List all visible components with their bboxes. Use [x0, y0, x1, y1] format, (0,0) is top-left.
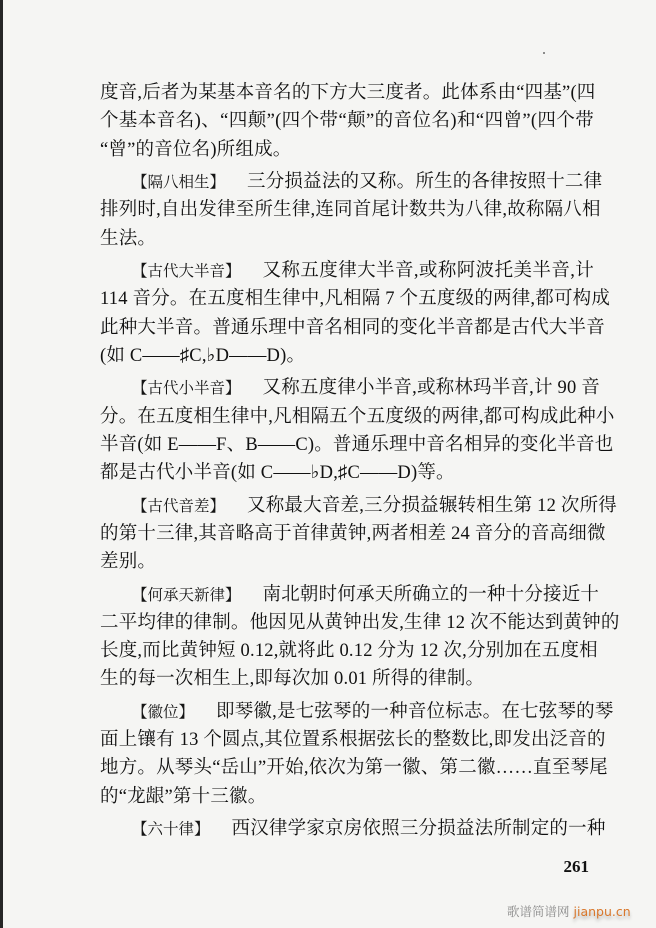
text-line: 此种大半音。普通乐理中音名相同的变化半音都是古代大半音 [100, 317, 605, 338]
page-number: 261 [563, 857, 589, 876]
entry-term: 【隔八相生】 [132, 172, 226, 191]
text-line: 排列时,自出发律至所生律,连同首尾计数共为八律,故称隔八相 [100, 200, 601, 221]
text-line: “曾”的音位名)所组成。 [100, 139, 292, 160]
entry-gudai-da-banyin [100, 257, 611, 370]
entry-term: 【古代小半音】 [132, 379, 241, 398]
entry-gudai-xiao-banyin [100, 374, 615, 487]
entry-ge-ba-xiang-sheng [100, 168, 603, 253]
entry-term: 【徽位】 [132, 702, 195, 721]
text-line: 的“龙龈”第十三徽。 [100, 786, 267, 807]
entry-definition-start: 即琴徽,是七弦琴的一种音位标志。在七弦琴的琴 [216, 701, 614, 722]
watermark [507, 904, 631, 920]
text-line: 的第十三律,其音略高于首律黄钟,两者相差 24 音分的音高细微 [100, 523, 606, 544]
entry-first-line [100, 492, 617, 520]
text-line: 生的每一次相生上,即每次加 0.01 所得的律制。 [100, 669, 485, 690]
entry-definition-start: 三分损益法的又称。所生的各律按照十二律 [247, 171, 603, 192]
entry-gudai-yincha [100, 492, 617, 577]
text-line: 分。在五度相生律中,凡相隔五个五度级的两律,都可构成此种小 [100, 406, 615, 427]
entry-definition-start: 南北朝时何承天所确立的一种十分接近十 [262, 584, 600, 605]
entry-definition-start: 西汉律学家京房依照三分损益法所制定的一种 [231, 819, 606, 840]
entry-first-line [100, 257, 594, 285]
text-line: 114 音分。在五度相生律中,凡相隔 7 个五度级的两律,都可构成 [100, 289, 611, 310]
watermark-domain: jianpu.cn [573, 904, 631, 919]
entry-first-line [100, 168, 603, 196]
entry-hui-wei [100, 698, 614, 811]
text-line: 度音,后者为某基本音名的下方大三度者。此体系由“四基”(四 [100, 83, 596, 103]
text-line: 差别。 [100, 552, 157, 573]
text-line: 生法。 [100, 228, 157, 249]
entry-term: 【古代音差】 [132, 496, 226, 515]
text-line: 地方。从琴头“岳山”开始,依次为第一徽、第二徽……直至琴尾 [100, 758, 608, 779]
entry-he-chengtian-xinlv [100, 581, 620, 694]
watermark-site-name: 歌谱简谱网 [507, 904, 570, 919]
text-line: 二平均律的律制。他因见从黄钟出发,生律 12 次不能达到黄钟的 [100, 612, 620, 633]
text-line: (如 C——♯C,♭D——D)。 [100, 345, 306, 366]
entry-definition-start: 又称五度律大半音,或称阿波托美半音,计 [262, 260, 594, 281]
text-line: 都是古代小半音(如 C——♭D,♯C——D)等。 [100, 463, 455, 484]
entry-definition-start: 又称五度律小半音,或称林玛半音,计 90 音 [262, 378, 600, 399]
continuation-paragraph [100, 79, 594, 164]
scan-left-edge [0, 0, 3, 928]
entry-term: 【古代大半音】 [132, 261, 241, 280]
entry-first-line [100, 698, 614, 726]
entry-term: 【何承天新律】 [132, 585, 241, 604]
entry-first-line [100, 374, 600, 402]
scan-speck [543, 52, 545, 54]
entry-term: 【六十律】 [132, 820, 210, 839]
text-line: 个基本音名)、“四颠”(四个带“颠”的音位名)和“四曾”(四个带 [100, 111, 594, 132]
page-body [100, 79, 620, 843]
text-line: 面上镶有 13 个圆点,其位置系根据弦长的整数比,即发出泛音的 [100, 730, 606, 751]
entry-definition-start: 又称最大音差,三分损益辗转相生第 12 次所得 [247, 495, 617, 516]
entry-first-line [100, 581, 600, 609]
text-line: 长度,而比黄钟短 0.12,就将此 0.12 分为 12 次,分别加在五度相 [100, 641, 598, 662]
text-line: 半音(如 E——F、B——C)。普通乐理中音名相异的变化半音也 [100, 434, 614, 455]
entry-liushi-lv [100, 815, 606, 843]
entry-first-line [100, 815, 606, 843]
